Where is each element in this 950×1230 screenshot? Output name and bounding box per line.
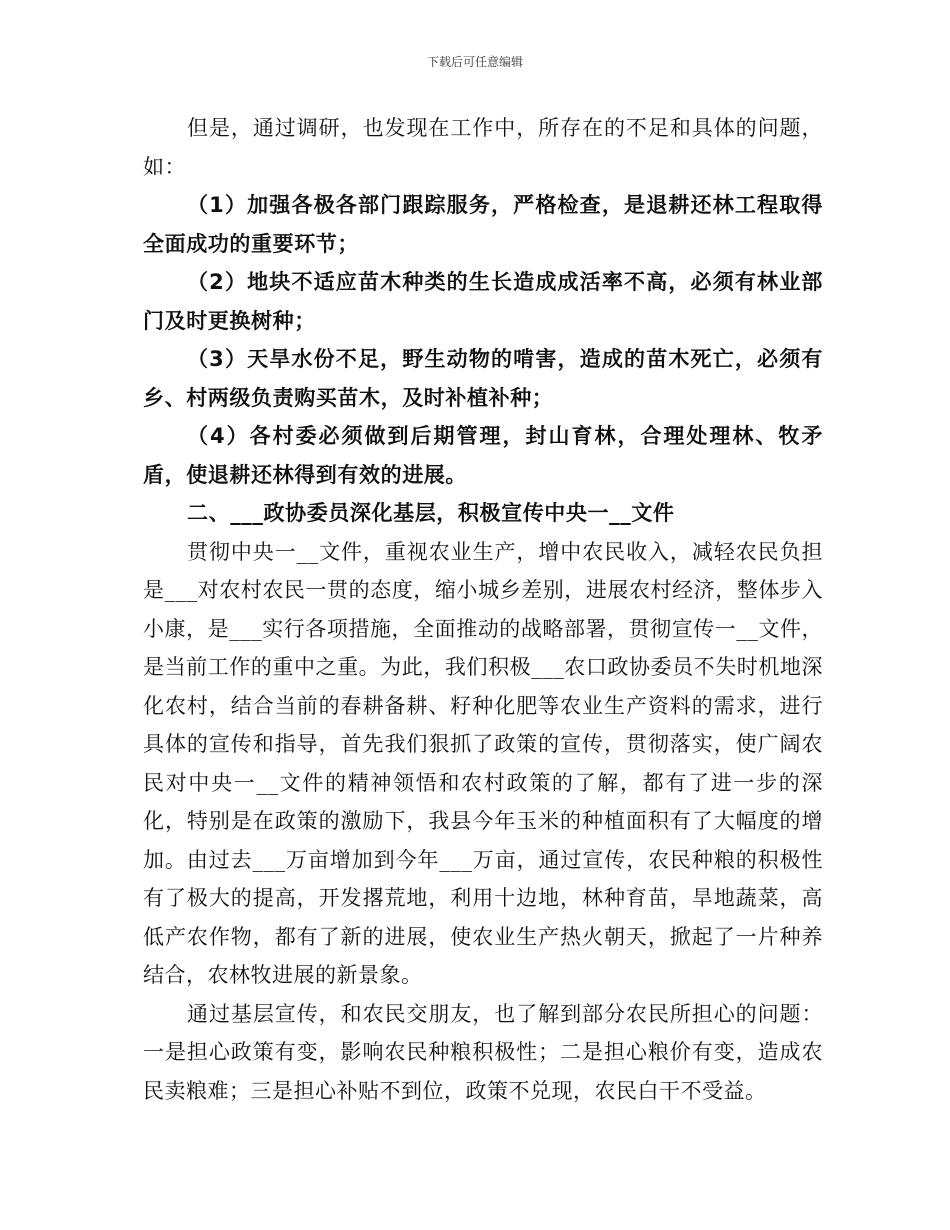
problem-item-4: （4）各村委必须做到后期管理，封山育林，合理处理林、牧矛盾，使退耕还林得到有效的进展。 <box>143 424 823 487</box>
body-paragraph-promotion: 贯彻中央一__文件，重视农业生产，增中农民收入，减轻农民负担是___对农村农民一贯的态度，缩小城乡差别，进展农村经济，整体步入小康，是___实行各项措施，全面推动的战略部署，贯彻宣传一__文件，是当前工作的重中之重。为此，我们积极___农口政协委员不失时机地深化农村，结合当前的春耕备耕、籽种化肥等农业生产资料的需求，进行具体的宣传和指导，首先我们狠抓了政策的宣传，贯彻落实，使广阔农民对中央一__文件的精神领悟和农村政策的了解，都有了进一步的深化，特别是在政策的激励下，我县今年玉米的种植面积有了大幅度的增加。由过去___万亩增加到今年___万亩，通过宣传，农民种粮的积极性有了极大的提高，开发撂荒地，利用十边地，林种育苗，旱地蔬菜，高低产农作物，都有了新的进展，使农业生产热火朝天，掀起了一片种养结合，农林牧进展的新景象。 <box>143 539 823 987</box>
problem-item-2: （2）地块不适应苗木种类的生长造成成活率不高，必须有林业部门及时更换树种； <box>143 270 823 333</box>
document-body <box>143 109 823 1110</box>
intro-paragraph: 但是，通过调研，也发现在工作中，所存在的不足和具体的问题，如： <box>143 116 823 179</box>
section-heading-2: 二、___政协委员深化基层，积极宣传中央一__文件 <box>187 501 675 525</box>
problem-item-1: （1）加强各极各部门跟踪服务，严格检查，是退耕还林工程取得全面成功的重要环节； <box>143 193 823 256</box>
problem-item-3: （3）天旱水份不足，野生动物的啃害，造成的苗木死亡，必须有乡、村两级负责购买苗木，及时补植补种； <box>143 347 823 410</box>
body-paragraph-concerns: 通过基层宣传，和农民交朋友，也了解到部分农民所担心的问题：一是担心政策有变，影响农民种粮积极性；二是担心粮价有变，造成农民卖粮难；三是担心补贴不到位，政策不兑现，农民白干不受益。 <box>143 1001 823 1103</box>
page-header: 下载后可任意编辑 <box>426 55 523 69</box>
